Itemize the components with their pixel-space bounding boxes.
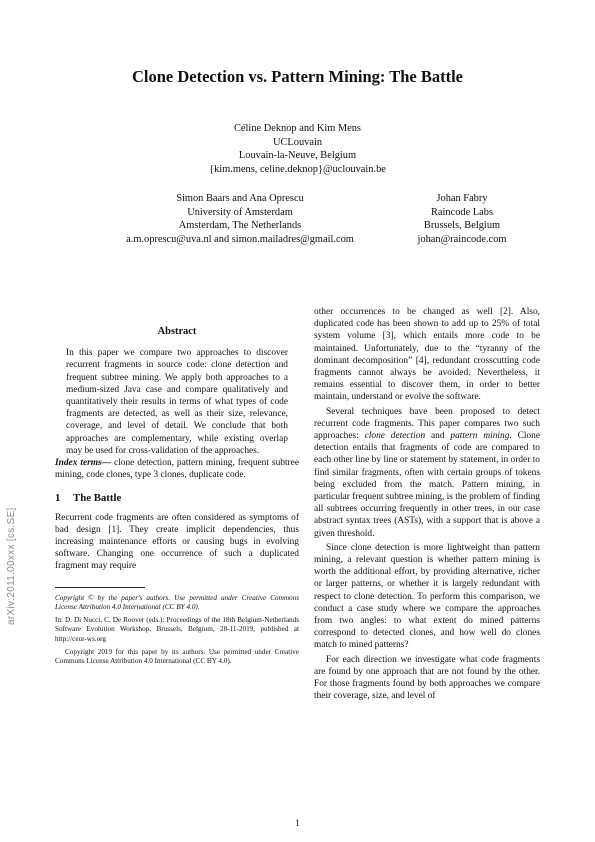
author-email: a.m.oprescu@uva.nl and simon.mailadres@gmail.com bbox=[126, 233, 354, 245]
footnote-copyright-2019: Copyright 2019 for this paper by its authors. Use permitted under Creative Commons License Attribution 4.0 International (CC BY 4.0). bbox=[55, 647, 299, 666]
author-location: Amsterdam, The Netherlands bbox=[178, 220, 302, 232]
text-run: and bbox=[425, 431, 451, 442]
text-run-italic: clone detection bbox=[364, 431, 426, 442]
body-paragraph: other occurrences to be changed as well [2]. Also, duplicated code has been shown to add up to 25% of total system volume [3], which entails more code to be maintained. Unfortunately, due to the “tyranny of the dominant decomposition” [4], redundant crosscutting code fragments cannot always be avoided. Nevertheless, it remains essential to discover them, in order to better maintain, understand or evolve the software. bbox=[314, 307, 540, 403]
abstract-text: In this paper we compare two approaches to discover recurrent fragments in source code: clone detection and frequent subtree mining. We apply both approaches to a medium-sized Java case and compare qualitatively and quantitatively their results in terms of what types of code fragments are detected, as well as their size, relevance, coverage, and level of detail. We conclude that both approaches are complementary, while existing overlap may be used for cross-validation of the approaches. bbox=[66, 348, 288, 456]
footnotes bbox=[55, 594, 299, 667]
text-run-italic: pattern mining bbox=[450, 431, 510, 442]
author-affiliation: University of Amsterdam bbox=[187, 206, 293, 218]
index-terms-label: Index terms— bbox=[55, 458, 112, 469]
footnote-proceedings: In: D. Di Nucci, C. De Roover (eds.): Proceedings of the 18th Belgium-Netherlands Software Evolution Workshop, Brussels, Belgium, 28-11-2019, published at http://ceur-ws.org bbox=[55, 615, 299, 644]
author-names: Simon Baars and Ana Oprescu bbox=[176, 193, 304, 204]
right-column bbox=[314, 306, 540, 703]
index-terms bbox=[55, 457, 299, 481]
footnote-copyright: Copyright © by the paper's authors. Use permitted under Creative Commons License Attribution 4.0 International (CC BY 4.0). bbox=[55, 593, 299, 612]
section-paragraph: Recurrent code fragments are often considered as symptoms of bad design [1]. They create implicit dependencies, thus increasing maintenance efforts or causing bugs in evolving software. Changing one occurrence of such a duplicated fragment may require bbox=[55, 512, 299, 572]
page-number: 1 bbox=[295, 818, 300, 829]
author-location: Brussels, Belgium bbox=[423, 220, 501, 232]
body-paragraph bbox=[314, 406, 540, 540]
section-title: The Battle bbox=[73, 492, 122, 505]
abstract-heading: Abstract bbox=[157, 326, 197, 337]
author-location: Louvain-la-Neuve, Belgium bbox=[238, 150, 357, 162]
left-column bbox=[55, 326, 299, 670]
author-names: Céline Deknop and Kim Mens bbox=[234, 123, 361, 134]
arxiv-stamp bbox=[6, 465, 20, 625]
author-names: Johan Fabry bbox=[436, 193, 488, 204]
text-run: . Clone detection entails that fragments of code are compared to each other line by line or statement by statement, in order to find similar fragments, often with certain groups of tokens being excluded from the match. Pattern mining, in particular frequent subtree mining, is the problem of finding all subtrees occurring frequently in other trees, in our case abstract syntax trees (ASTs), with a support that is above a given threshold. bbox=[314, 431, 540, 539]
text-run: Several techniques have been proposed to detect recurrent code fragments. This paper compares two such approaches: bbox=[314, 406, 540, 442]
author-email: johan@raincode.com bbox=[417, 233, 507, 245]
section-number: 1 bbox=[55, 492, 61, 505]
arxiv-stamp-text: arXiv:2011.00xxx [cs.SE] bbox=[6, 507, 17, 625]
author-block-1 bbox=[0, 122, 595, 176]
paper-title: Clone Detection vs. Pattern Mining: The Battle bbox=[131, 67, 464, 86]
abstract-body bbox=[55, 347, 299, 457]
author-block-2 bbox=[80, 192, 400, 246]
author-block-3 bbox=[392, 192, 532, 246]
index-terms-text: clone detection, pattern mining, frequent subtree mining, code clones, type 3 clones, duplicate code. bbox=[55, 458, 299, 481]
author-affiliation: UCLouvain bbox=[272, 136, 323, 148]
footnote-rule bbox=[55, 587, 145, 588]
body-paragraph: Since clone detection is more lightweight than pattern mining, a relevant question is whether pattern mining is worth the additional effort, by providing alternative, richer or larger patterns, or whether it is largely redundant with respect to clone detection. To perform this comparison, we conduct a case study where we compare the approaches from two angles: to what extent do mined patterns correspond to detected clones, and how well do clones match to mined patterns? bbox=[314, 542, 540, 651]
author-email: {kim.mens, celine.deknop}@uclouvain.be bbox=[209, 163, 386, 175]
body-paragraph: For each direction we investigate what code fragments are found by one approach that are not found by the other. For those fragments found by both approaches we compare their coverage, size, and level of bbox=[314, 654, 540, 702]
section-heading bbox=[55, 492, 299, 504]
author-affiliation: Raincode Labs bbox=[430, 206, 494, 218]
